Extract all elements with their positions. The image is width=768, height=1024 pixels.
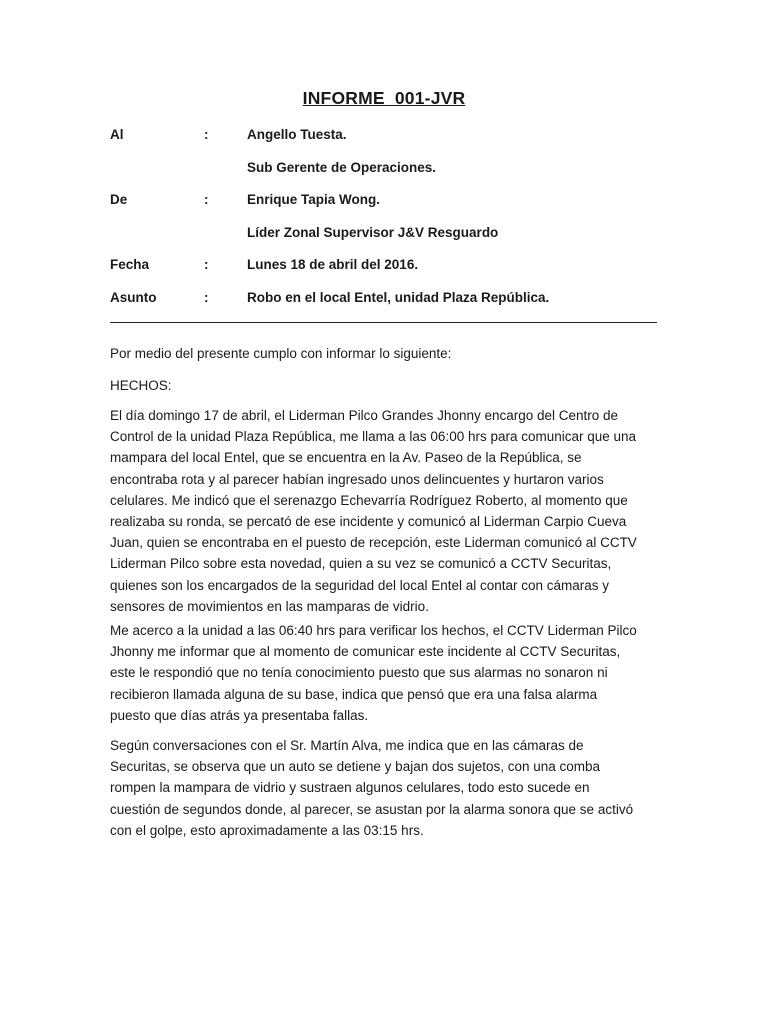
paragraph-line: Liderman Pilco sobre esta novedad, quien a su vez se comunicó a CCTV Securitas, xyxy=(110,556,612,572)
header-row-subject xyxy=(0,290,768,310)
header-row-date xyxy=(0,257,768,277)
paragraph-1 xyxy=(110,405,670,617)
paragraph-line: mampara del local Entel, que se encuentra en la Av. Paseo de la República, se xyxy=(110,450,582,466)
paragraph-line: sensores de movimientos en las mamparas de vidrio. xyxy=(110,598,429,614)
paragraph-line: cuestión de segundos donde, al parecer, se asustan por la alarma sonora que se activó xyxy=(110,801,634,817)
paragraph-line: Según conversaciones con el Sr. Martín Alva, me indica que en las cámaras de xyxy=(110,738,584,753)
paragraph-2 xyxy=(110,620,670,726)
paragraph-line: recibieron llamada alguna de su base, indica que pensó que era una falsa alarma xyxy=(110,686,598,702)
paragraph-line: Jhonny me informar que al momento de comunicar este incidente al CCTV Securitas, xyxy=(110,644,621,660)
header-value-to-position: Sub Gerente de Operaciones. xyxy=(247,160,437,175)
paragraph-line: Me acerco a la unidad a las 06:40 hrs para verificar los hechos, el CCTV Liderman Pilco xyxy=(110,623,637,638)
header-row-to-position xyxy=(0,160,768,180)
paragraph-line: Securitas, se observa que un auto se detiene y bajan dos sujetos, con una comba xyxy=(110,759,601,775)
paragraph-line: quienes son los encargados de la seguridad del local Entel al contar con cámaras y xyxy=(110,577,610,593)
header-value-from-position: Líder Zonal Supervisor J&V Resguardo xyxy=(247,225,499,240)
intro-text: Por medio del presente cumplo con informar lo siguiente: xyxy=(110,346,452,361)
header-value-from: Enrique Tapia Wong. xyxy=(247,192,381,207)
header-row-from-position xyxy=(0,225,768,245)
section-heading: HECHOS: xyxy=(110,378,172,393)
header-label-from: De xyxy=(110,192,128,207)
header-value-date: Lunes 18 de abril del 2016. xyxy=(247,257,419,272)
header-separator-line xyxy=(110,322,657,323)
header-row-from xyxy=(0,192,768,212)
paragraph-line: celulares. Me indicó que el serenazgo Echevarría Rodríguez Roberto, al momento que xyxy=(110,492,628,508)
header-value-subject: Robo en el local Entel, unidad Plaza República. xyxy=(247,290,550,305)
header-label-subject: Asunto xyxy=(110,290,157,305)
header-label-to: Al xyxy=(110,127,124,142)
paragraph-line: rompen la mampara de vidrio y sustraen algunos celulares, todo esto sucede en xyxy=(110,780,590,796)
paragraph-line: Juan, quien se encontraba en el puesto de recepción, este Liderman comunicó al CCTV xyxy=(110,535,637,551)
header-colon: : xyxy=(204,127,209,142)
paragraph-line: realizaba su ronda, se percató de ese incidente y comunicó al Liderman Carpio Cueva xyxy=(110,514,627,530)
header-row-to xyxy=(0,127,768,147)
paragraph-line: El día domingo 17 de abril, el Liderman Pilco Grandes Jhonny encargo del Centro de xyxy=(110,408,619,423)
header-colon: : xyxy=(204,192,209,207)
paragraph-line: puesto que días atrás ya presentaba fallas. xyxy=(110,707,369,723)
paragraph-line: con el golpe, esto aproximadamente a las 03:15 hrs. xyxy=(110,822,424,838)
paragraph-3 xyxy=(110,735,670,841)
header-label-date: Fecha xyxy=(110,257,150,272)
paragraph-line: este le respondió que no tenía conocimiento puesto que sus alarmas no sonaron ni xyxy=(110,665,608,681)
header-colon: : xyxy=(204,290,209,305)
header-value-to: Angello Tuesta. xyxy=(247,127,347,142)
paragraph-line: encontraba rota y al parecer habían ingresado unos delincuentes y hurtaron varios xyxy=(110,471,604,487)
paragraph-line: Control de la unidad Plaza República, me llama a las 06:00 hrs para comunicar que una xyxy=(110,429,637,445)
header-colon: : xyxy=(204,257,209,272)
document-title: INFORME 001-JVR xyxy=(302,88,466,108)
